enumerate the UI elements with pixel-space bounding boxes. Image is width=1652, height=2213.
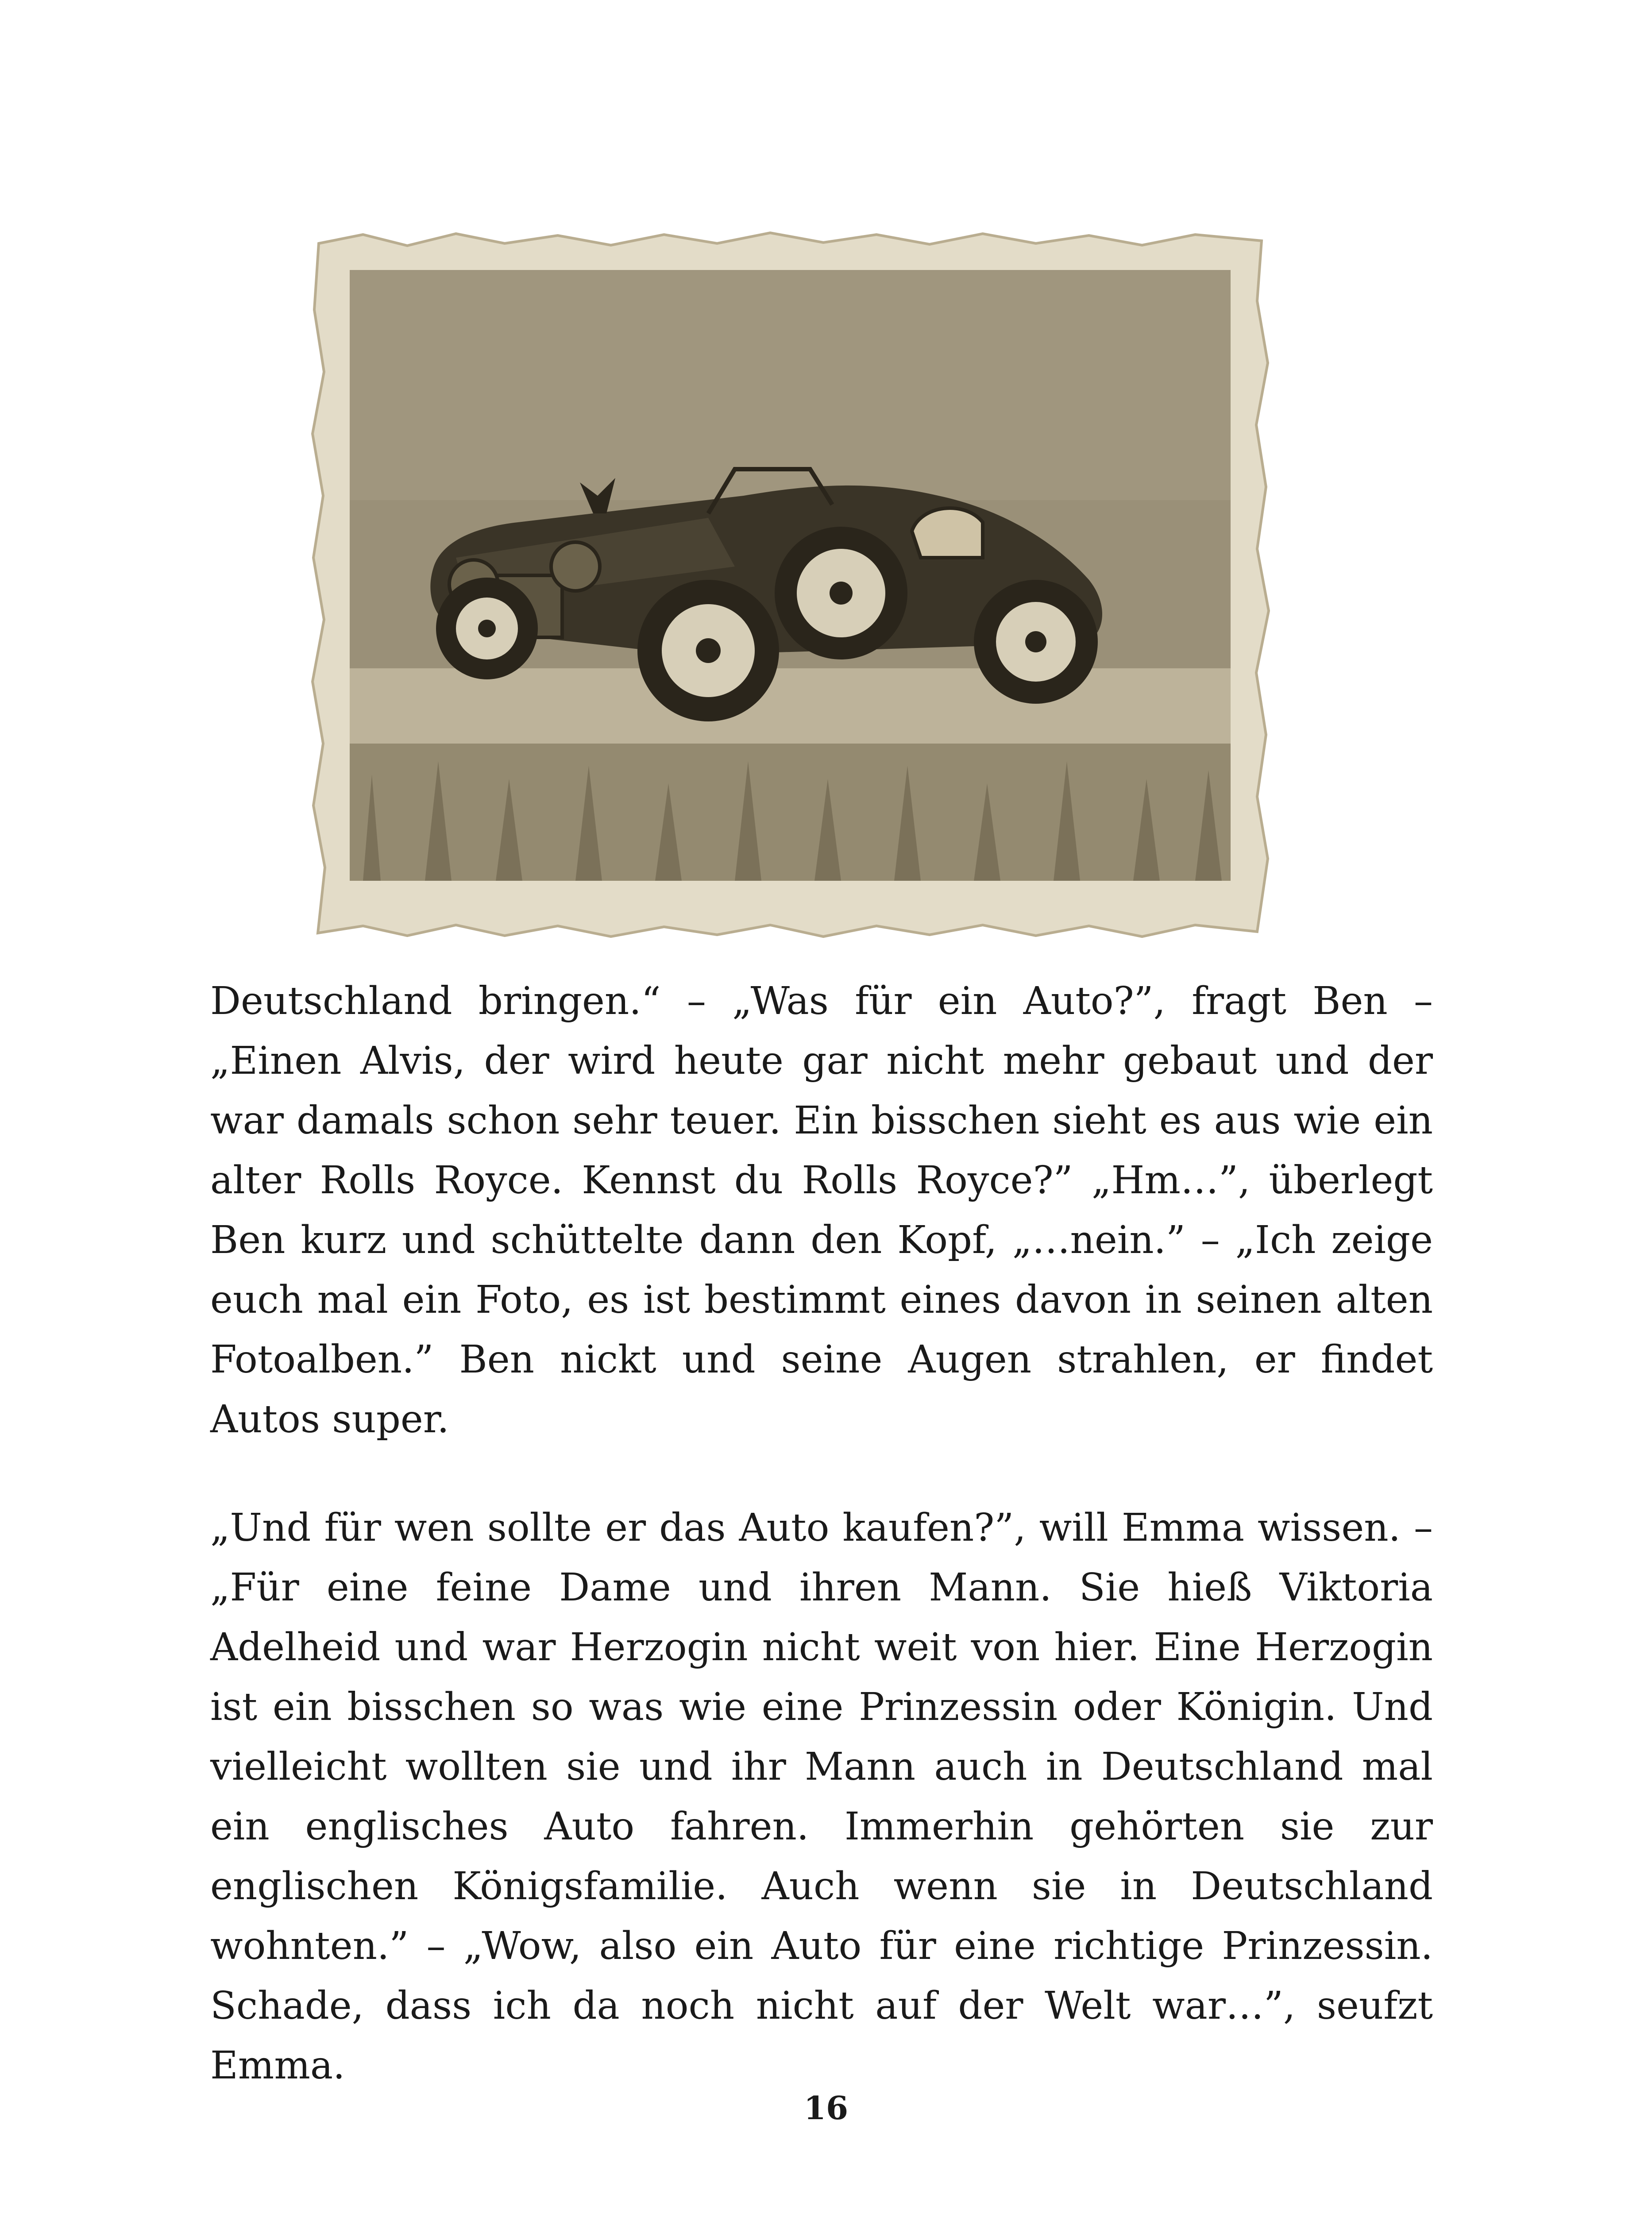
seat — [912, 508, 983, 558]
car-illustration — [310, 230, 1270, 938]
wheel-spare — [775, 527, 907, 659]
grass — [350, 744, 1231, 881]
headlight-right — [551, 542, 600, 591]
paragraph-1: Deutschland bringen.“ – „Was für ein Auto?”, fragt Ben – „Einen Alvis, der wird heute gar nicht mehr gebaut und der war damals schon sehr teuer. Ein bisschen sieht es aus wie ein alter Rolls Royce. Kennst du Rolls Royce?” „Hm…”, überlegt Ben kurz und schüttelte dann den Kopf, „…nein.” – „Ich zeige euch mal ein Foto, es ist bestimmt eines davon in seinen alten Fotoalben.” Ben nickt und seine Augen strahlen, er findet Autos super. — [210, 979, 1433, 1442]
wheel-rear — [974, 580, 1098, 704]
paragraph-2: „Und für wen sollte er das Auto kaufen?”, will Emma wissen. – „Für eine feine Dame und ihren Mann. Sie hieß Viktoria Adelheid und war Herzogin nicht weit von hier. Eine Herzogin ist ein bisschen so was wie eine Prinzessin oder Königin. Und vielleicht wollten sie und ihr Mann auch in Deutschland mal ein englisches Auto fahren. Immerhin gehörten sie zur englischen Königsfamilie. Auch wenn sie in Deutschland wohnten.” – „Wow, also ein Auto für eine richtige Prinzessin. Schade, dass ich da noch nicht auf der Welt war…”, seufzt Emma. — [210, 1506, 1433, 2088]
page-number: 16 — [803, 2089, 849, 2127]
sky-highlight — [350, 270, 1231, 500]
road — [350, 668, 1231, 744]
wheel-front-left — [436, 578, 538, 679]
wheel-front-right — [637, 580, 779, 721]
vintage-car-watercolor — [310, 230, 1270, 938]
